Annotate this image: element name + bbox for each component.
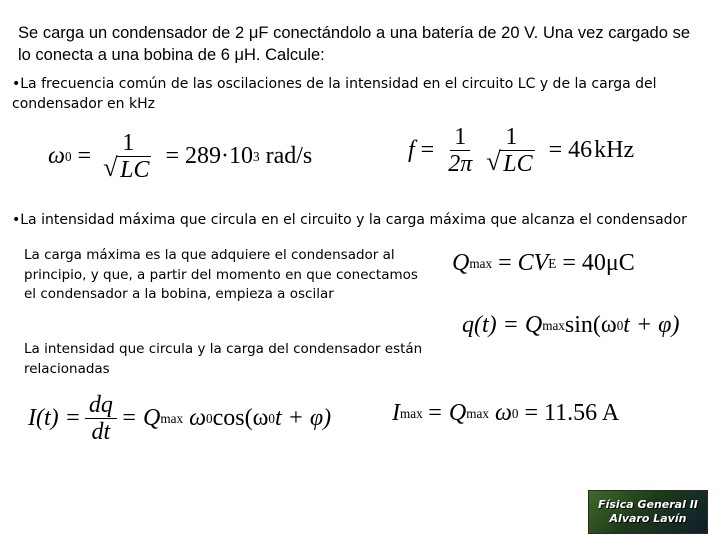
question-2: •La intensidad máxima que circula en el circuito y la carga máxima que alcanza el condensador [12, 212, 687, 228]
question-1: •La frecuencia común de las oscilaciones de la intensidad en el circuito LC y de la carga del condensador en kHz [12, 76, 657, 112]
course-logo [588, 490, 708, 534]
logo-line-2: Alvaro Lavín [609, 512, 687, 525]
explanation-relation: La intensidad que circula y la carga del condensador están relacionadas [24, 341, 423, 377]
frequency-equation: f = $\frac{1}{2\pi}$ 1 √ LC = 46 kHz [408, 124, 634, 178]
current-time-equation: I(t) = $\frac{dq}{dt}$ = Q max ω 0 cos(ω 0 t + φ) [28, 392, 332, 446]
problem-statement: Se carga un condensador de 2 μF conectándolo a una batería de 20 V. Una vez cargado se lo conecta a una bobina de 6 μH. Calcule: [18, 24, 690, 64]
explanation-max-charge: La carga máxima es la que adquiere el condensador al principio, y que, a partir del momento en que conectamos el condensador a la bobina, empieza a oscilar [24, 247, 418, 302]
omega-equation: ω 0 = 1 √ LC = 289·10 3 rad/s [48, 130, 312, 184]
charge-time-equation: q(t) = Q max sin(ω 0 t + φ) [462, 312, 680, 338]
imax-equation: I max = Q max ω 0 = 11.56 A [392, 400, 620, 426]
logo-line-1: Física General II [598, 498, 698, 511]
qmax-equation: Q max = CV E = 40 μC [452, 250, 635, 276]
